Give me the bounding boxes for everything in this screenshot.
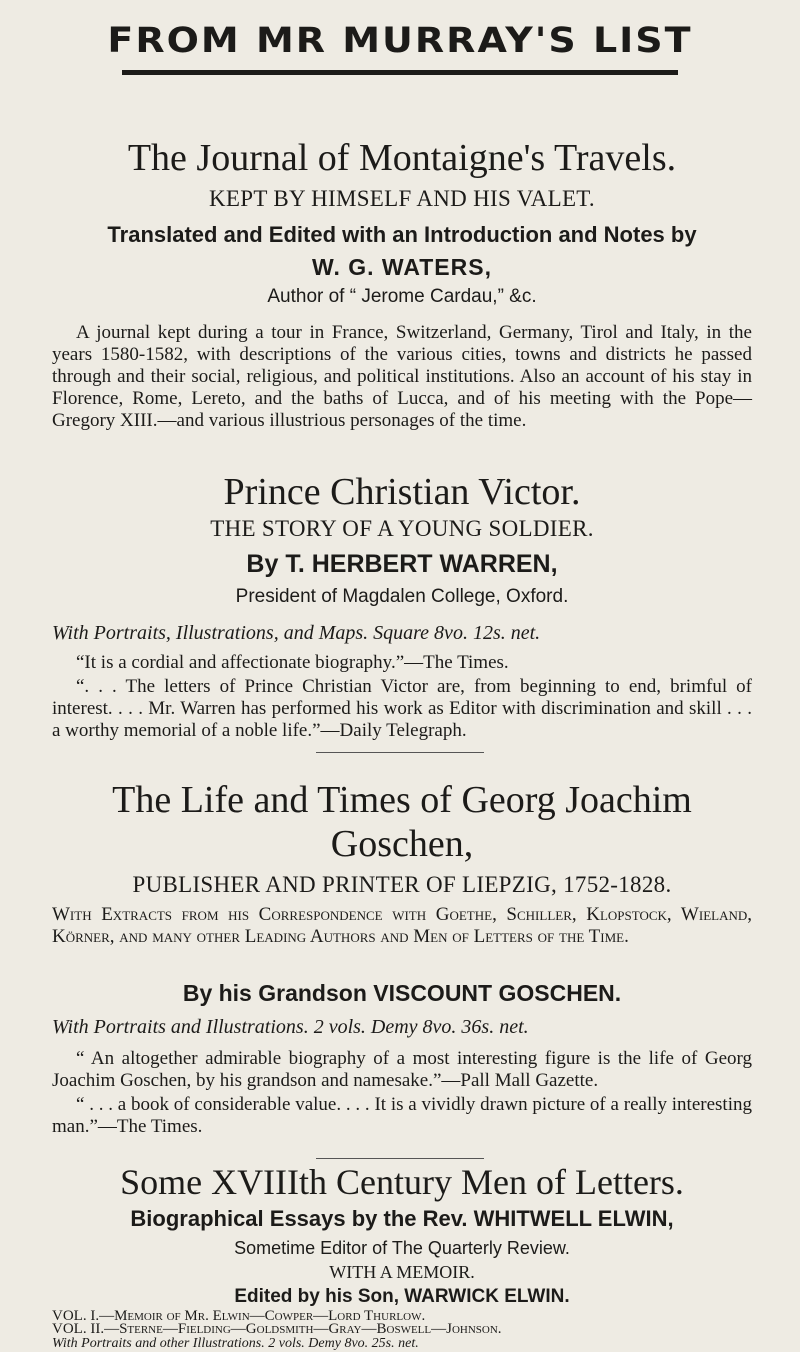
entry-3-title-line-1: The Life and Times of Georg Joachim xyxy=(112,779,692,821)
header-rule xyxy=(122,70,678,75)
entry-4-editor: Edited by his Son, WARWICK ELWIN. xyxy=(234,1286,570,1307)
entry-4-title: Some XVIIIth Century Men of Letters. xyxy=(120,1162,684,1202)
list-header: FROM MR MURRAY'S LIST xyxy=(107,19,693,61)
entry-3-author: By his Grandson VISCOUNT GOSCHEN. xyxy=(182,980,622,1006)
entry-2-author: By T. HERBERT WARREN, xyxy=(246,550,558,578)
entry-2-author-role: President of Magdalen College, Oxford. xyxy=(235,586,569,607)
entry-1-title: The Journal of Montaigne's Travels. xyxy=(127,137,677,179)
separator xyxy=(316,1158,484,1159)
entry-4-vol-1: VOL. I.—Memoir of Mr. Elwin—Cowper—Lord Thurlow. xyxy=(52,1308,426,1324)
entry-2-format: With Portraits, Illustrations, and Maps. Square 8vo. 12s. net. xyxy=(52,622,541,644)
entry-2-review-1: “It is a cordial and affectionate biography.”—The Times. xyxy=(76,652,509,673)
entry-2-review-2: “. . . The letters of Prince Christian Victor are, from beginning to end, brimful of interest. . . . Mr. Warren has performed his work as Editor with discrimination and skill . . . a worthy memorial of a noble life.”—Daily Telegraph. xyxy=(52,676,752,741)
entry-4-format: With Portraits and other Illustrations. 2 vols. Demy 8vo. 25s. net. xyxy=(52,1336,419,1351)
entry-3-review-2: “ . . . a book of considerable value. . . . It is a vividly drawn picture of a really interesting man.”—The Times. xyxy=(52,1094,752,1137)
entry-2-title: Prince Christian Victor. xyxy=(223,471,581,513)
entry-3-review-1: “ An altogether admirable biography of a most interesting figure is the life of Georg Joachim Goschen, by his grandson and namesake.”—Pall Mall Gazette. xyxy=(52,1048,752,1091)
entry-3-format: With Portraits and Illustrations. 2 vols. Demy 8vo. 36s. net. xyxy=(52,1016,529,1038)
entry-2-subtitle: THE STORY OF A YOUNG SOLDIER. xyxy=(210,516,594,541)
entry-3-title-line-2: Goschen, xyxy=(330,823,474,865)
entry-3-subtitle: PUBLISHER AND PRINTER OF LIEPZIG, 1752-1828. xyxy=(132,872,672,897)
entry-4-subtitle: Biographical Essays by the Rev. WHITWELL ELWIN, xyxy=(130,1206,674,1231)
entry-1-editor-role: Author of “ Jerome Cardau,” &c. xyxy=(267,286,537,307)
entry-4-role: Sometime Editor of The Quarterly Review. xyxy=(234,1238,570,1258)
entry-4-vol-2: VOL. II.—Sterne—Fielding—Goldsmith—Gray—Boswell—Johnson. xyxy=(52,1321,502,1337)
entry-1-subtitle: KEPT BY HIMSELF AND HIS VALET. xyxy=(209,186,595,211)
entry-1-editor-name: W. G. WATERS, xyxy=(312,254,492,280)
separator xyxy=(316,752,484,753)
entry-1-editor-line: Translated and Edited with an Introduction and Notes by xyxy=(107,222,697,247)
entry-4-memoir: WITH A MEMOIR. xyxy=(329,1262,475,1282)
entry-3-extracts: With Extracts from his Correspondence with Goethe, Schiller, Klopstock, Wieland, Körner, and many other Leading Authors and Men of Letters of the Time. xyxy=(52,904,752,947)
entry-4-volumes xyxy=(52,1310,752,1336)
entry-1-description: A journal kept during a tour in France, Switzerland, Germany, Tirol and Italy, in the years 1580-1582, with descriptions of the various cities, towns and districts he passed through and their social, religious, and political institutions. Also an account of his stay in Florence, Rome, Lereto, and the baths of Lucca, and of his meeting with the Pope—Gregory XIII.—and various illustrious personages of the time. xyxy=(52,322,752,431)
